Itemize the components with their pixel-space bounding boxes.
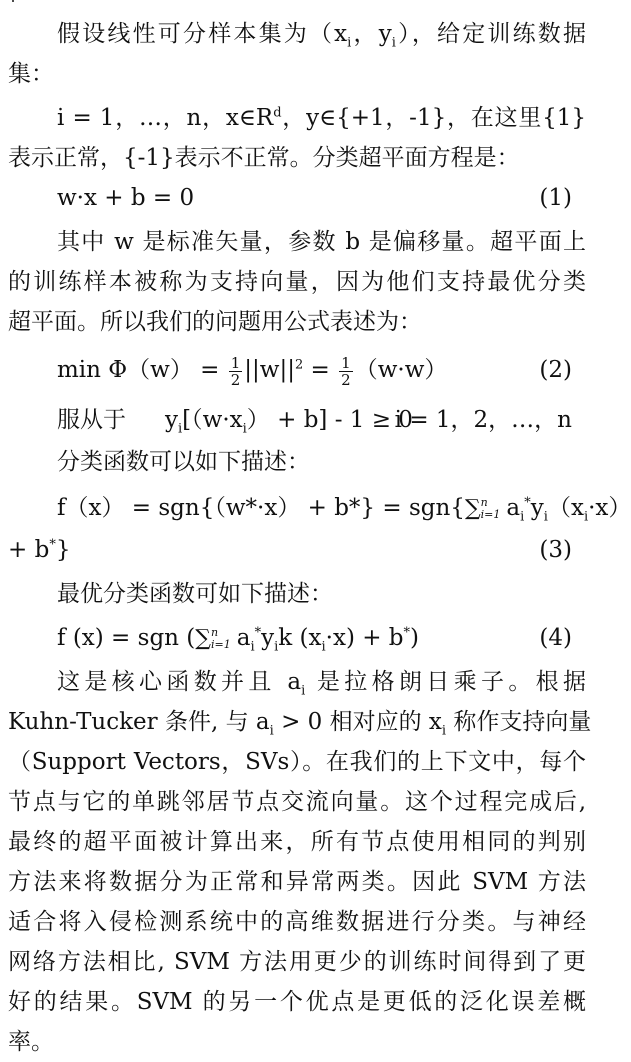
para3-line2: 的训练样本被称为支持向量，因为他们支持最优分类 bbox=[8, 269, 586, 295]
equation-number-4: (4) bbox=[539, 625, 572, 651]
equation-number-2: (2) bbox=[539, 357, 572, 383]
para3-line3: 超平面。所以我们的问题用公式表述为： bbox=[8, 309, 422, 335]
equation-3: f（x） = sgn{（w*·x） + b*} = sgn{∑ n i=1 $a_i^*y_i(x_i\cdot x)$ bbox=[57, 495, 631, 525]
equation-4: f (x) = sgn (∑ n i=1 $a_i^*y_ik$ $(x_i\cdot x) + b^*$) (4) bbox=[57, 618, 586, 658]
para6-line7: 适合将入侵检测系统中的高维数据进行分类。与神经 bbox=[8, 909, 586, 935]
constraint-line: 服从于 $y_i[(w\cdot x_i) + b] - 1 \ge 0$ i = 1，2，…，n bbox=[57, 400, 586, 440]
equation-number-3: (3) bbox=[539, 537, 572, 563]
para3-line1: 其中 w 是标准矢量，参数 b 是偏移量。超平面上 bbox=[57, 229, 586, 255]
cut-off-glyph bbox=[8, 0, 18, 4]
para2-line1: i = 1，…，n，$x\in R^d$，y∈{+1，-1}，在这里{1} bbox=[57, 105, 586, 131]
equation-3-cont: + b*} (3) bbox=[8, 530, 586, 570]
para6-line8: 网络方法相比, SVM 方法用更少的训练时间得到了更 bbox=[8, 949, 586, 975]
para6-line1: 这是核心函数并且 $a_i$ 是拉格朗日乘子。根据 bbox=[57, 669, 587, 699]
fraction-half-2: $\frac{1}{2}$ bbox=[341, 353, 351, 389]
constraint-range: i = 1，2，…，n bbox=[394, 407, 572, 433]
equation-1: w·x + b = 0 (1) bbox=[57, 178, 586, 218]
para1-line2: 集： bbox=[8, 61, 54, 87]
para6-line4: 节点与它的单跳邻居节点交流向量。这个过程完成后, bbox=[8, 789, 586, 815]
para6-line3: （Support Vectors，SVs）。在我们的上下文中，每个 bbox=[8, 749, 586, 775]
para4-line: 分类函数可以如下描述： bbox=[57, 449, 310, 475]
para1-line1: 假设线性可分样本集为（$x_i$，$y_i$），给定训练数据 bbox=[57, 21, 587, 51]
para6-line6: 方法来将数据分为正常和异常两类。因此 SVM 方法 bbox=[8, 869, 586, 895]
equation-2: min Φ（w） = $\frac{1}{2}$ $||w||^2$ = $\frac{1}{2}$ （w·w） (2) bbox=[57, 350, 586, 390]
fraction-half: $\frac{1}{2}$ bbox=[230, 353, 241, 389]
para2-line2: 表示正常，{-1}表示不正常。分类超平面方程是： bbox=[8, 145, 520, 171]
para6-line10: 率。 bbox=[8, 1029, 54, 1055]
para6-line9: 好的结果。SVM 的另一个优点是更低的泛化误差概 bbox=[8, 989, 586, 1015]
equation-number-1: (1) bbox=[539, 185, 572, 211]
para6-line2: Kuhn-Tucker 条件, 与 $a_i > 0$ 相对应的 $x_i$ 称作支持向量 bbox=[8, 709, 592, 739]
constraint-expression: $y_i[(w\cdot x_i) + b] - 1 \ge 0$ bbox=[165, 407, 413, 437]
para5-line: 最优分类函数可如下描述： bbox=[57, 581, 333, 607]
para6-line5: 最终的超平面被计算出来，所有节点使用相同的判别 bbox=[8, 829, 586, 855]
